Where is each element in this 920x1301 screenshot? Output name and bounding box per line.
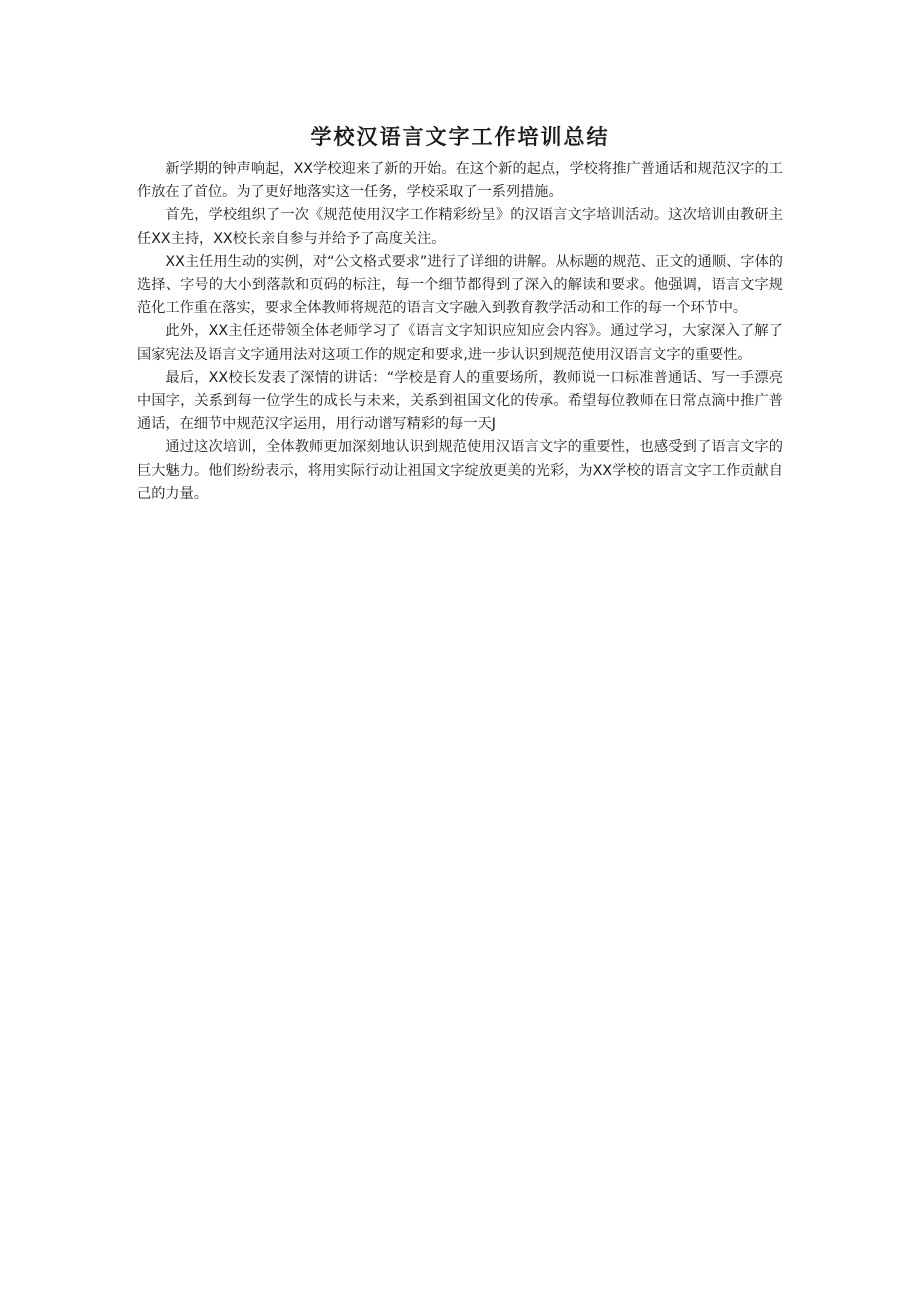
- document-title: 学校汉语言文字工作培训总结: [310, 124, 610, 149]
- paragraph-3: XX主任用生动的实例，对“公文格式要求”进行了详细的讲解。从标题的规范、正文的通顺、字体的选择、字号的大小到落款和页码的标注，每一个细节都得到了深入的解读和要求。他强调，语言文字规范化工作重在落实，要求全体教师将规范的语言文字融入到教育教学活动和工作的每一个环节中。: [137, 253, 783, 317]
- paragraph-1: 新学期的钟声响起，XX学校迎来了新的开始。在这个新的起点，学校将推广普通话和规范汉字的工作放在了首位。为了更好地落实这一任务，学校采取了一系列措施。: [137, 161, 783, 201]
- paragraph-4: 此外，XX主任还带领全体老师学习了《语言文字知识应知应会内容》。通过学习，大家深入了解了国家宪法及语言文字通用法对这项工作的规定和要求,进一步认识到规范使用汉语言文字的重要性。: [137, 323, 783, 363]
- paragraph-5: 最后，XX校长发表了深情的讲话：“学校是育人的重要场所，教师说一口标准普通话、写一手漂亮中国字，关系到每一位学生的成长与未来，关系到祖国文化的传承。希望每位教师在日常点滴中推广普通话，在细节中规范汉字运用，用行动谱写精彩的每一天J: [137, 369, 783, 433]
- paragraph-6: 通过这次培训，全体教师更加深刻地认识到规范使用汉语言文字的重要性，也感受到了语言文字的巨大魅力。他们纷纷表示，将用实际行动让祖国文字绽放更美的光彩，为XX学校的语言文字工作贡献自己的力量。: [137, 439, 783, 502]
- paragraph-2: 首先，学校组织了一次《规范使用汉字工作精彩纷呈》的汉语言文字培训活动。这次培训由教研主任XX主持，XX校长亲自参与并给予了高度关注。: [137, 207, 783, 247]
- document-body: [137, 158, 783, 506]
